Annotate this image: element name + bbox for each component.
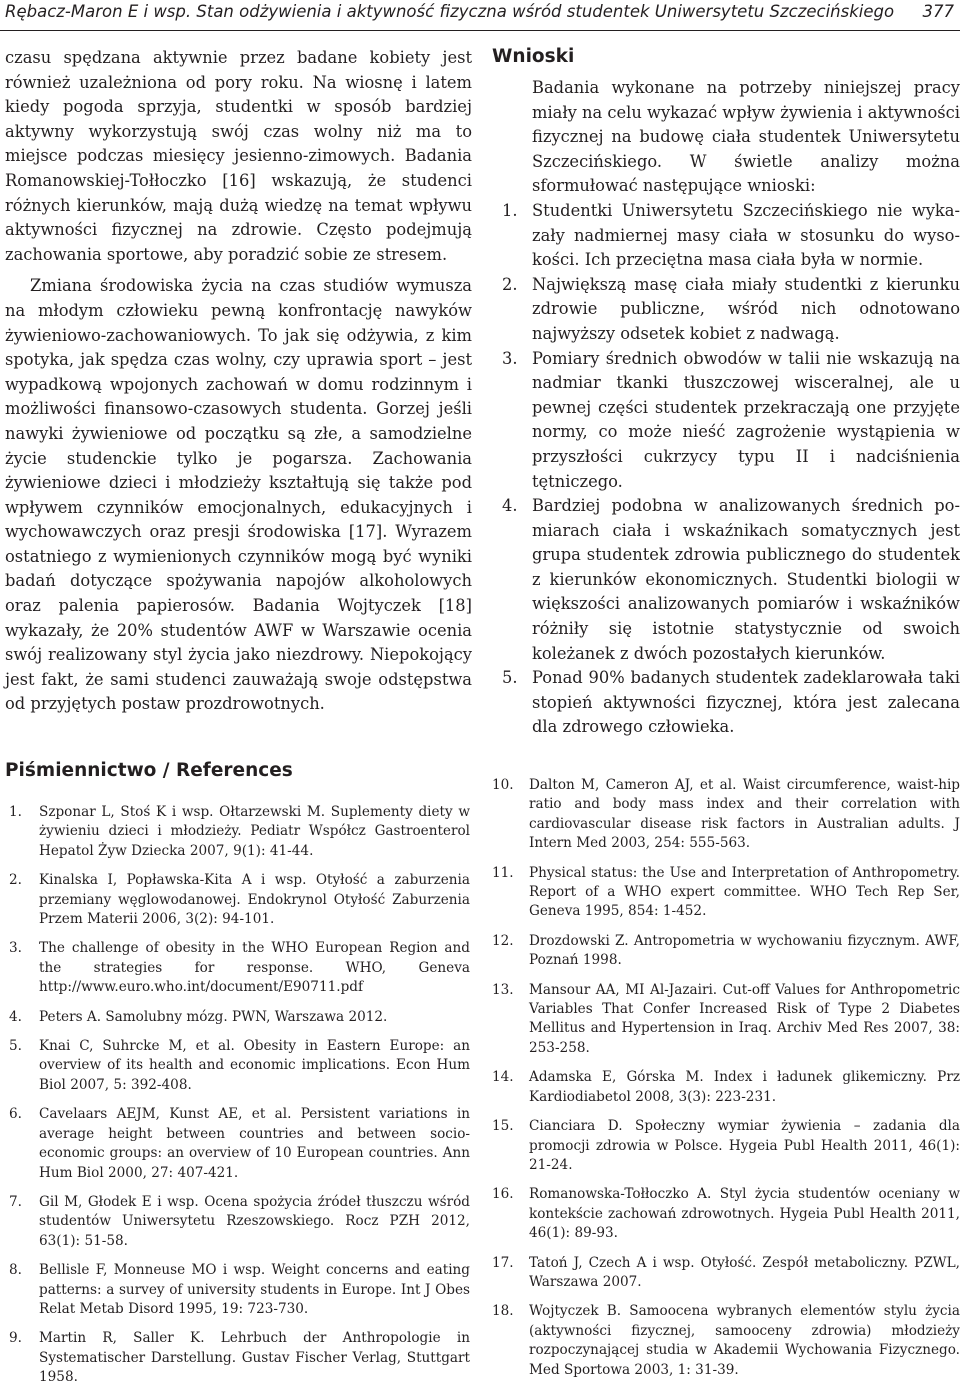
reference-number: 16.: [492, 1186, 514, 1203]
reference-text: Kinalska I, Popławska-Kita A i wsp. Otyłość a zaburzenia przemiany węglowodanowej. Endokrynol Otyłość Zaburzenia Przem Materii 2006, 3(2): 94-101.: [39, 872, 470, 928]
reference-number: 12.: [492, 932, 514, 949]
conclusion-text: Studentki Uniwersytetu Szczecińskiego nie wykazały nadmiernej masy ciała w stosunku do wysokości. Ich przeciętna masa ciała była w normie.: [532, 200, 960, 270]
reference-number: 9.: [9, 1330, 22, 1347]
reference-item: [492, 776, 960, 854]
conclusion-item: [492, 273, 960, 347]
conclusion-text: Ponad 90% badanych studentek zadeklarowała taki stopień aktywności fizycznej, która jest zalecana dla zdrowego człowieka.: [532, 668, 960, 737]
conclusions-list: [492, 199, 960, 740]
reference-item: [5, 803, 470, 861]
conclusions-section: [492, 46, 960, 740]
reference-number: 15.: [492, 1118, 514, 1135]
references-column-right: [492, 776, 960, 1390]
conclusion-item: [492, 199, 960, 273]
reference-text: Knai C, Suhrcke M, et al. Obesity in Eastern Europe: an overview of its health and economic implications. Econ Hum Biol 2007, 5: 392-408.: [39, 1038, 470, 1093]
reference-text: Drozdowski Z. Antropometria w wychowaniu fizycznym. AWF, Poznań 1998.: [529, 932, 960, 969]
conclusion-number: 2.: [502, 274, 518, 294]
conclusion-number: 1.: [502, 200, 518, 220]
reference-number: 8.: [9, 1262, 22, 1279]
reference-item: [492, 932, 960, 971]
conclusion-text: Największą masę ciała miały studentki z kierunku zdrowie publiczne, wśród nich odnotowano najwyższy odsetek kobiet z nadwagą.: [532, 274, 960, 343]
page-number: 377: [922, 2, 954, 21]
reference-text: Wojtyczek B. Samoocena wybranych elementów stylu życia (aktywności fizycznej, samooceny zdrowia) młodzieży rozpoczynającej studia w Akademii Wychowania Fizycznego. Med Sportowa 2003, 1: 31-39.: [529, 1303, 960, 1378]
reference-number: 2.: [9, 872, 22, 889]
reference-text: Adamska E, Górska M. Index i ładunek glikemiczny. Prz Kardiodiabetol 2008, 3(3): 223-231.: [529, 1069, 960, 1105]
conclusion-number: 4.: [502, 496, 518, 516]
references-title: Piśmiennictwo / References: [5, 760, 293, 781]
running-title: Rębacz-Maron E i wsp. Stan odżywienia i aktywność fizyczna wśród studentek Uniwersytetu Szczecińskiego: [5, 2, 895, 21]
reference-text: Peters A. Samolubny mózg. PWN, Warszawa 2012.: [39, 1008, 388, 1025]
conclusion-item: [492, 666, 960, 740]
reference-item: [492, 981, 960, 1059]
reference-number: 13.: [492, 981, 514, 998]
reference-text: Gil M, Głodek E i wsp. Ocena spożycia źródeł tłuszczu wśród studentów Uniwersytetu Rzeszowskiego. Rocz PZH 2012, 63(1): 51-58.: [39, 1193, 470, 1249]
reference-item: [492, 1068, 960, 1107]
reference-text: Cavelaars AEJM, Kunst AE, et al. Persistent variations in average height between countries and between socioeconomic groups: an overview of 10 European countries. Ann Hum Biol 2000, 27: 407-421.: [39, 1106, 470, 1181]
running-header: [0, 0, 960, 30]
references-list: [5, 803, 470, 1388]
reference-item: [5, 1329, 470, 1387]
reference-item: [492, 1185, 960, 1243]
conclusion-number: 5.: [502, 668, 518, 688]
reference-number: 3.: [9, 940, 22, 957]
body-paragraph: czasu spędzana aktywnie przez badane kobiety jest również uzależniona od pory roku. Na wiosnę i latem kiedy pogoda sprzyja, studentki w sposób bardziej aktywny wykorzystują swój czas wolny niż ma to miejsce podczas miesięcy jesienno-zimowych. Badania Romanowskiej-Tołłoczko [16] wskazują, że studenci różnych kierunków, mają dużą wiedzę na temat wpływu aktywności fizycznej na zdrowie. Często podejmują zachowania sportowe, aby poradzić sobie ze stresem.: [5, 48, 472, 264]
conclusions-title: Wnioski: [492, 46, 575, 67]
conclusion-text: Pomiary średnich obwodów w talii nie wskazują na nadmiar tkanki tłuszczowej wisceralnej, ale u pewnej części studentek przekraczają one przyjęte normy, co może nieść zagrożenie wystąpienia w przyszłości cukrzycy typu II i nadciśnienia tętniczego.: [532, 348, 960, 491]
reference-item: [5, 871, 470, 929]
reference-item: [492, 864, 960, 922]
reference-number: 18.: [492, 1303, 514, 1320]
reference-item: [5, 1008, 470, 1027]
reference-number: 10.: [492, 777, 514, 793]
reference-text: Bellisle F, Monneuse MO i wsp. Weight concerns and eating patterns: a survey of university students in Europe. Int J Obes Relat Metab Disord 1995, 19: 723-730.: [39, 1262, 470, 1317]
conclusion-number: 3.: [502, 348, 518, 368]
conclusion-item: [492, 494, 960, 666]
reference-text: Dalton M, Cameron AJ, et al. Waist circumference, waist-hip ratio and body mass index and their correlation with cardiovascular disease risk factors in Australian adults. J Intern Med 2003, 254: 555-563.: [529, 777, 960, 852]
discussion-column: [5, 46, 472, 717]
conclusions-intro: Badania wykonane na potrzeby niniejszej pracy miały na celu wykazać wpływ żywienia i aktywności fizycznej na budowę ciała studentek Uniwersytetu Szczecińskiego. W świetle analizy można sformułować następujące wnioski:: [532, 78, 960, 196]
reference-item: [492, 1302, 960, 1380]
reference-text: Physical status: the Use and Interpretation of Anthropometry. Report of a WHO expert committee. WHO Tech Rep Ser, Geneva 1995, 854: 1-452.: [529, 864, 960, 920]
references-column-left: [5, 803, 470, 1398]
reference-number: 11.: [492, 864, 514, 881]
reference-item: [5, 1261, 470, 1319]
reference-text: Tatoń J, Czech A i wsp. Otyłość. Zespół metaboliczny. PZWL, Warszawa 2007.: [529, 1254, 960, 1290]
reference-item: [492, 1254, 960, 1293]
reference-number: 17.: [492, 1254, 514, 1271]
reference-text: Romanowska-Tołłoczko A. Styl życia studentów oceniany w kontekście zachowań zdrowotnych. Hygeia Publ Health 2011, 46(1): 89-93.: [529, 1186, 960, 1242]
conclusion-text: Bardziej podobna w analizowanych średnich pomiarach ciała i wskaźnikach somatycznych jest grupa studentek zdrowia publicznego do studentek z kierunków ekonomicznych. Studentki biologii w większości analizowanych pomiarów i wskaźników różniły się istotnie statystycznie od swoich koleżanek z dwóch pozostałych kierunków.: [532, 496, 960, 663]
references-list: [492, 776, 960, 1380]
reference-item: [5, 1037, 470, 1095]
reference-number: 14.: [492, 1069, 514, 1086]
reference-text: Mansour AA, MI Al-Jazairi. Cut-off Values for Anthropometric Variables That Confer Increased Risk of Type 2 Diabetes Mellitus and Hypertension in Iraq. Archiv Med Res 2007, 38: 253-258.: [529, 981, 960, 1056]
reference-number: 4.: [9, 1008, 22, 1025]
reference-item: [492, 1117, 960, 1175]
conclusion-item: [492, 347, 960, 495]
reference-number: 5.: [9, 1038, 22, 1055]
reference-number: 7.: [9, 1193, 22, 1210]
reference-item: [5, 939, 470, 997]
body-paragraph: Zmiana środowiska życia na czas studiów wymusza na młodym człowieku pewną konfrontację nawyków żywieniowo-zachowaniowych. To jak się odżywia, z kim spotyka, jak spędza czas wolny, czy uprawia sport – jest wypadkową wpojonych zachowań w domu rodzinnym i możliwości finansowo-czasowych studenta. Gorzej jeśli nawyki żywieniowe od początku są złe, a samodzielne życie studenckie tylko je pogarsza. Zachowania żywieniowe dzieci i młodzieży kształtują się także pod wpływem czynników emocjonalnych, edukacyjnych i wychowawczych oraz presji środowiska [17]. Wyrazem ostatniego z wymienionych czynników mogą być wyniki badań dotyczące spożywania napojów alkoholowych oraz palenia papierosów. Badania Wojtyczek [18] wykazały, że 20% studentów AWF w Warszawie ocenia swój realizowany styl życia jako niezdrowy. Niepokojący jest fakt, że sami studenci zauważają swoje odstępstwa od przyjętych postaw prozdrowotnych.: [5, 276, 472, 714]
reference-number: 1.: [9, 804, 22, 820]
reference-number: 6.: [9, 1106, 22, 1123]
reference-item: [5, 1105, 470, 1183]
reference-item: [5, 1193, 470, 1251]
header-rule: [0, 30, 960, 31]
reference-text: Martin R, Saller K. Lehrbuch der Anthropologie in Systematischer Darstellung. Gustav Fischer Verlag, Stuttgart 1958.: [39, 1330, 470, 1386]
reference-text: Szponar L, Stoś K i wsp. Ołtarzewski M. Suplementy diety w żywieniu dzieci i młodzieży. Pediatr Współcz Gastroenterol Hepatol Żyw Dziecka 2007, 9(1): 41-44.: [39, 804, 470, 859]
reference-text: Cianciara D. Społeczny wymiar żywienia – zadania dla promocji zdrowia w Polsce. Hygeia Publ Health 2011, 46(1): 21-24.: [529, 1118, 960, 1173]
reference-text: The challenge of obesity in the WHO European Region and the strategies for response. WHO, Geneva http://www.euro.who.int/document/E90711.pdf: [39, 940, 470, 996]
